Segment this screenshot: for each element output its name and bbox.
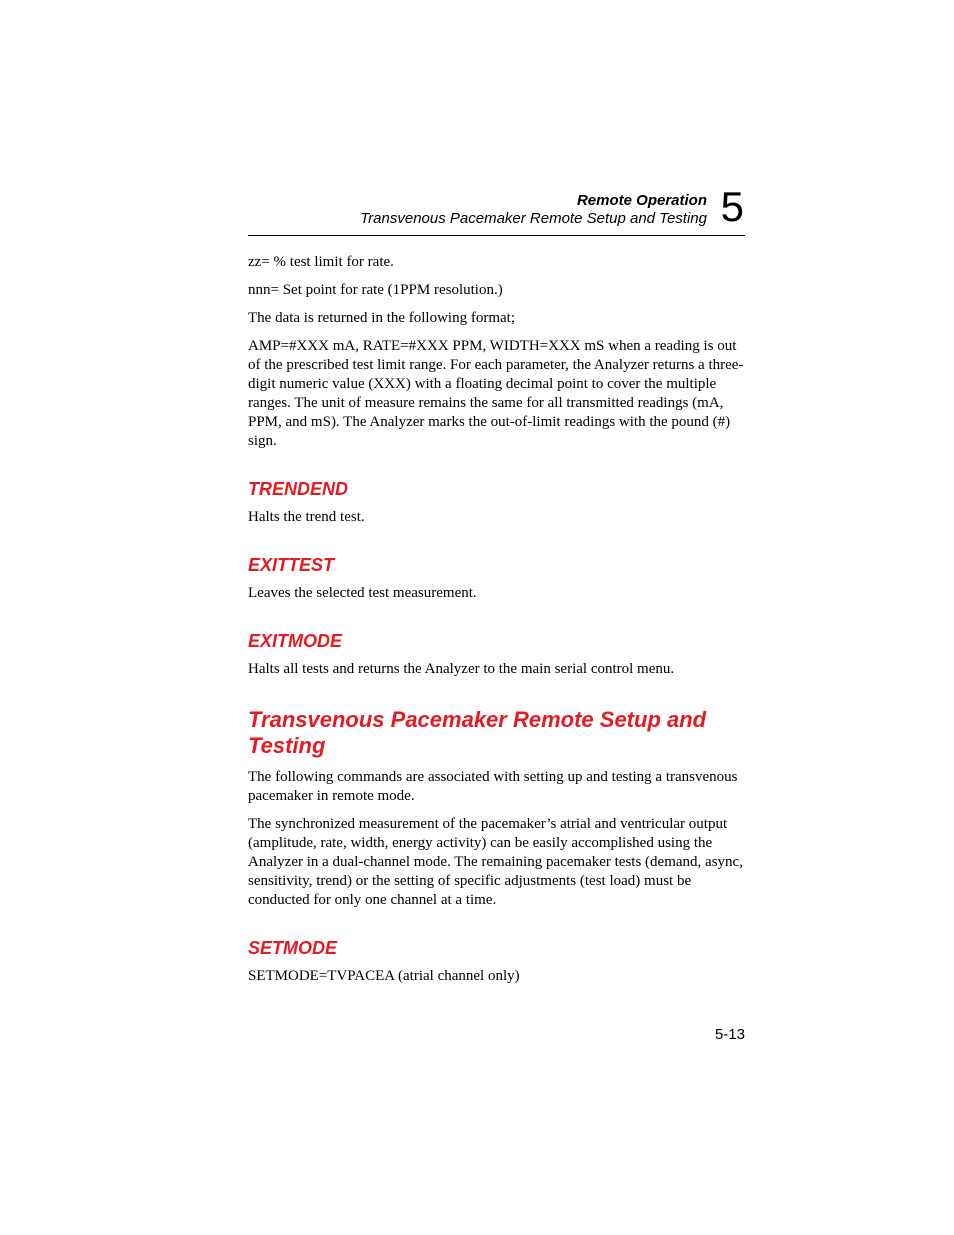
section-paragraph-2: The synchronized measurement of the pacemaker’s atrial and ventricular output (amplitude, rate, width, energy activity) can be easily accomplished using the Analyzer in a dual-channel mode. The remaining pacemaker tests (demand, async, sensitivity, trend) or the setting of specific adjustments (test load) must be conducted for only one channel at a time.	[248, 816, 743, 908]
header-chapter-title: Remote Operation	[576, 192, 707, 209]
exitmode-heading: EXITMODE	[248, 631, 343, 651]
section-heading: Transvenous Pacemaker Remote Setup and Testing	[248, 707, 707, 758]
intro-paragraph-4: AMP=#XXX mA, RATE=#XXX PPM, WIDTH=XXX mS when a reading is out of the prescribed test limit range. For each parameter, the Analyzer returns a three-digit numeric value (XXX) with a floating decimal point to cover the multiple ranges. The unit of measure remains the same for all transmitted readings (mA, PPM, and mS). The Analyzer marks the out-of-limit readings with the pound (#) sign.	[248, 338, 744, 449]
section-paragraph-1: The following commands are associated with setting up and testing a transvenous pacemaker in remote mode.	[248, 769, 738, 804]
intro-paragraph-2: nnn= Set point for rate (1PPM resolution.)	[248, 282, 503, 298]
header-chapter-number: 5	[720, 183, 744, 230]
header-section-title: Transvenous Pacemaker Remote Setup and Testing	[360, 210, 707, 227]
intro-paragraph-3: The data is returned in the following format;	[248, 310, 516, 326]
page-content	[248, 253, 745, 995]
trendend-heading: TRENDEND	[248, 479, 349, 499]
intro-paragraph-1: zz= % test limit for rate.	[248, 254, 394, 270]
trendend-text: Halts the trend test.	[248, 509, 365, 525]
exittest-text: Leaves the selected test measurement.	[248, 585, 477, 601]
page-number: 5-13	[714, 1026, 745, 1043]
exitmode-text: Halts all tests and returns the Analyzer to the main serial control menu.	[248, 661, 675, 677]
setmode-heading: SETMODE	[248, 938, 338, 958]
page-header	[248, 183, 745, 236]
exittest-heading: EXITTEST	[248, 555, 335, 575]
setmode-text: SETMODE=TVPACEA (atrial channel only)	[248, 968, 520, 984]
